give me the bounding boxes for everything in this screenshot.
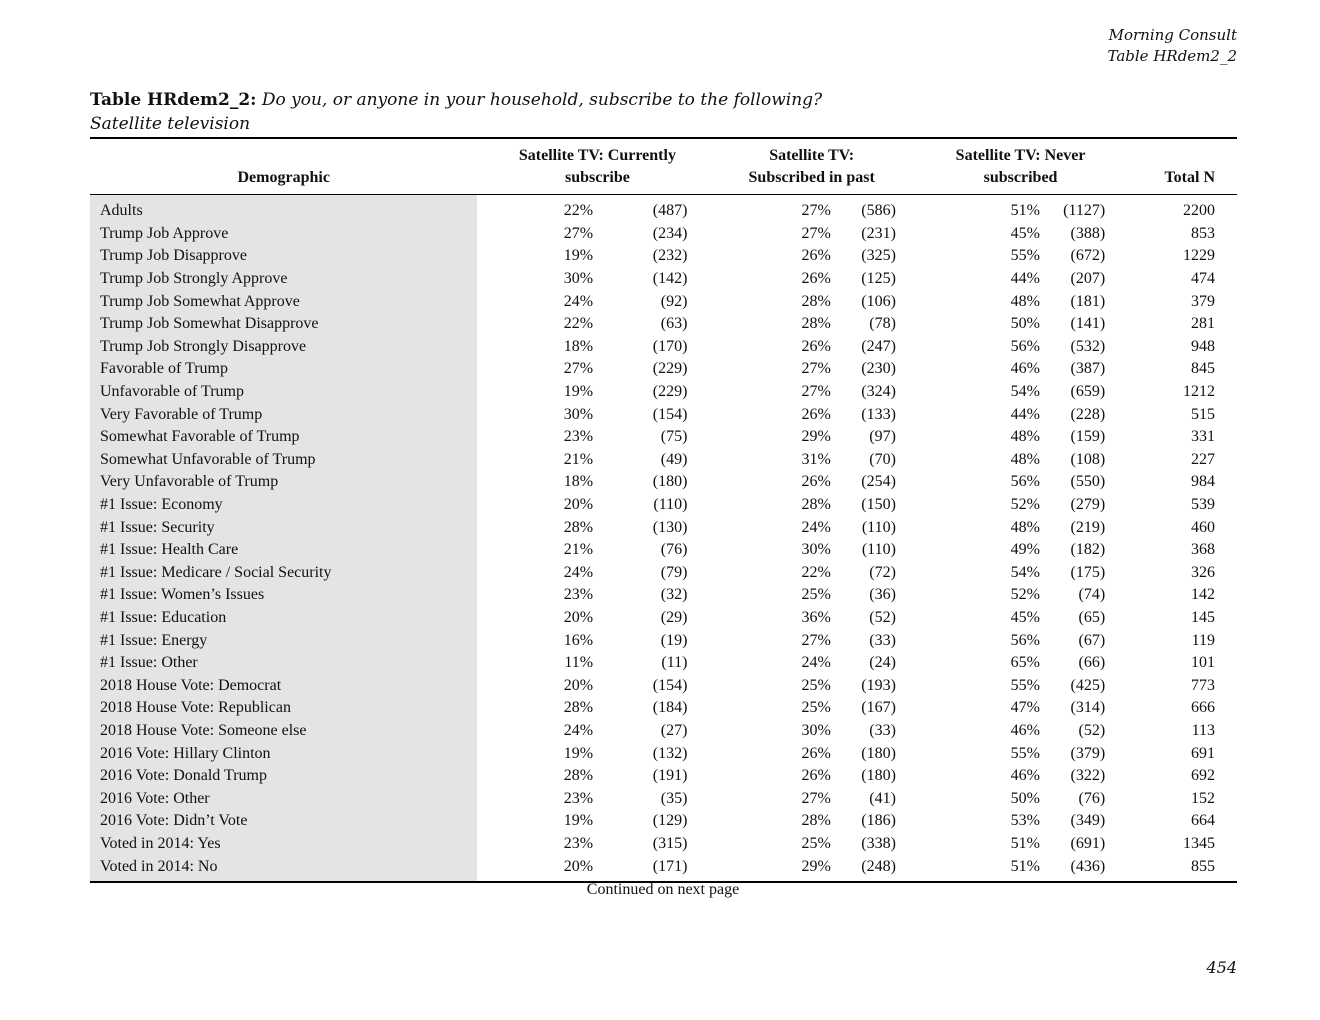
cell-currently-pct: 27%	[563, 360, 594, 378]
cell-currently-n: (76)	[660, 541, 688, 559]
cell-past-n: (33)	[869, 631, 896, 649]
cell-never-n: (74)	[1078, 586, 1106, 604]
cell-currently-pct: 11%	[564, 654, 594, 672]
cell-currently-n: (487)	[652, 202, 688, 220]
cell-never-pct: 55%	[1010, 247, 1040, 265]
row-demographic: Voted in 2014: Yes	[90, 833, 477, 856]
page-number: 454	[1206, 958, 1237, 977]
cell-total-n: 119	[1191, 631, 1215, 649]
row-demographic: #1 Issue: Medicare / Social Security	[90, 562, 477, 585]
cell-never-n: (349)	[1070, 812, 1106, 830]
table-row	[90, 787, 1237, 810]
cell-past-n: (33)	[869, 721, 896, 739]
table-label: Table HRdem2_2:	[90, 90, 257, 110]
cell-past-pct: 26%	[801, 337, 831, 355]
row-demographic: Trump Job Strongly Disapprove	[90, 336, 477, 359]
cell-never-pct: 56%	[1010, 473, 1040, 491]
cell-past-pct: 30%	[801, 541, 831, 559]
cell-past-pct: 27%	[801, 202, 831, 220]
cell-currently-n: (234)	[652, 224, 688, 242]
cell-past-n: (247)	[861, 337, 896, 355]
cell-currently-pct: 22%	[563, 202, 594, 220]
cell-never-pct: 51%	[1010, 834, 1040, 852]
cell-total-n: 692	[1191, 767, 1215, 785]
cell-never-pct: 51%	[1010, 202, 1040, 220]
cell-total-n: 227	[1191, 450, 1215, 468]
cell-currently-pct: 30%	[563, 405, 594, 423]
cell-total-n: 101	[1191, 654, 1215, 672]
cell-never-n: (672)	[1070, 247, 1106, 265]
col-header-currently: Satellite TV: Currently subscribe	[477, 138, 687, 195]
cell-currently-n: (170)	[652, 337, 688, 355]
cell-past-n: (254)	[861, 473, 896, 491]
cell-total-n: 515	[1191, 405, 1215, 423]
cell-never-pct: 53%	[1010, 812, 1040, 830]
cell-never-n: (550)	[1070, 473, 1106, 491]
cell-currently-pct: 19%	[563, 744, 594, 762]
cell-past-n: (248)	[831, 855, 896, 882]
cell-past-pct: 27%	[801, 383, 831, 401]
cell-currently-n: (92)	[660, 292, 688, 310]
cell-currently-n: (11)	[661, 654, 688, 672]
cell-total-n: 281	[1191, 315, 1215, 333]
row-demographic: 2018 House Vote: Democrat	[90, 674, 477, 697]
row-demographic: Adults	[90, 195, 477, 223]
cell-currently-pct: 20%	[477, 855, 593, 882]
cell-past-n: (36)	[869, 586, 896, 604]
table-row	[90, 313, 1237, 336]
row-demographic: Unfavorable of Trump	[90, 381, 477, 404]
cell-currently-pct: 18%	[563, 473, 594, 491]
cell-past-pct: 25%	[801, 676, 831, 694]
cell-currently-n: (191)	[652, 767, 688, 785]
cell-past-pct: 24%	[801, 518, 831, 536]
cell-total-n: 142	[1191, 586, 1215, 604]
cell-currently-pct: 24%	[563, 563, 594, 581]
cell-total-n: 460	[1191, 518, 1215, 536]
cell-currently-n: (132)	[652, 744, 688, 762]
table-row	[90, 742, 1237, 765]
row-demographic: 2016 Vote: Didn’t Vote	[90, 810, 477, 833]
cell-never-n: (108)	[1070, 450, 1106, 468]
cell-currently-pct: 19%	[563, 383, 594, 401]
cell-total-n: 666	[1191, 699, 1215, 717]
cell-total-n: 2200	[1183, 202, 1215, 220]
cell-currently-n: (110)	[653, 496, 688, 514]
cell-past-pct: 29%	[801, 428, 831, 446]
cell-never-n: (532)	[1070, 337, 1106, 355]
cell-currently-pct: 21%	[563, 541, 594, 559]
cell-currently-pct: 16%	[563, 631, 594, 649]
cell-past-pct: 25%	[801, 699, 831, 717]
row-demographic: Trump Job Approve	[90, 223, 477, 246]
cell-never-n: (66)	[1078, 654, 1106, 672]
cell-currently-n: (229)	[652, 383, 688, 401]
cell-never-n: (436)	[1040, 855, 1105, 882]
cell-past-pct: 26%	[801, 247, 831, 265]
table-row	[90, 245, 1237, 268]
cell-past-pct: 29%	[687, 855, 830, 882]
cell-past-pct: 22%	[801, 563, 831, 581]
cell-currently-pct: 23%	[563, 428, 594, 446]
cell-never-pct: 44%	[1010, 270, 1040, 288]
cell-never-pct: 52%	[1010, 586, 1040, 604]
cell-past-pct: 27%	[801, 631, 831, 649]
row-demographic: Somewhat Favorable of Trump	[90, 426, 477, 449]
table-row	[90, 426, 1237, 449]
row-demographic: Very Favorable of Trump	[90, 403, 477, 426]
cell-past-pct: 26%	[801, 405, 831, 423]
table-row	[90, 607, 1237, 630]
cell-past-pct: 28%	[801, 315, 831, 333]
cell-past-pct: 24%	[801, 654, 831, 672]
row-demographic: 2016 Vote: Donald Trump	[90, 765, 477, 788]
table-row	[90, 674, 1237, 697]
cell-past-n: (180)	[861, 767, 896, 785]
cell-currently-n: (315)	[652, 834, 688, 852]
cell-past-n: (338)	[861, 834, 896, 852]
col-header-never: Satellite TV: Never subscribed	[896, 138, 1105, 195]
cell-currently-n: (63)	[660, 315, 688, 333]
cell-past-n: (110)	[861, 541, 896, 559]
row-demographic: Voted in 2014: No	[90, 855, 477, 882]
cell-currently-pct: 24%	[563, 292, 594, 310]
cell-total-n: 113	[1191, 721, 1215, 739]
table-body	[90, 195, 1237, 882]
table-row	[90, 652, 1237, 675]
cell-never-n: (175)	[1070, 563, 1106, 581]
cell-past-n: (72)	[869, 563, 896, 581]
cell-past-n: (78)	[869, 315, 896, 333]
cell-total-n: 331	[1191, 428, 1215, 446]
cell-past-n: (70)	[869, 450, 896, 468]
cell-past-n: (106)	[861, 292, 896, 310]
cell-never-pct: 45%	[1010, 224, 1040, 242]
row-demographic: Somewhat Unfavorable of Trump	[90, 449, 477, 472]
cell-currently-n: (29)	[660, 608, 688, 626]
cell-never-n: (182)	[1070, 541, 1106, 559]
cell-never-n: (279)	[1070, 496, 1106, 514]
cell-past-pct: 28%	[801, 496, 831, 514]
cell-currently-pct: 23%	[563, 834, 594, 852]
cell-never-pct: 47%	[1010, 699, 1040, 717]
table-row	[90, 403, 1237, 426]
row-demographic: #1 Issue: Women’s Issues	[90, 584, 477, 607]
row-demographic: Trump Job Somewhat Approve	[90, 290, 477, 313]
cell-past-n: (325)	[861, 247, 896, 265]
cell-currently-n: (171)	[593, 855, 687, 882]
continued-note: Continued on next page	[586, 881, 740, 898]
cell-total-n: 984	[1191, 473, 1215, 491]
cell-never-n: (141)	[1070, 315, 1106, 333]
cell-past-pct: 26%	[801, 473, 831, 491]
cell-never-pct: 46%	[1010, 767, 1040, 785]
cell-total-n: 368	[1191, 541, 1215, 559]
cell-never-n: (76)	[1078, 789, 1106, 807]
cell-currently-pct: 20%	[563, 608, 594, 626]
cell-never-pct: 54%	[1010, 563, 1040, 581]
table-row	[90, 562, 1237, 585]
cell-never-pct: 48%	[1010, 292, 1040, 310]
row-demographic: Trump Job Strongly Approve	[90, 268, 477, 291]
cell-past-n: (186)	[861, 812, 896, 830]
cell-past-pct: 36%	[801, 608, 831, 626]
cell-never-pct: 46%	[1010, 721, 1040, 739]
cell-currently-pct: 19%	[563, 812, 594, 830]
row-demographic: 2016 Vote: Hillary Clinton	[90, 742, 477, 765]
cell-never-n: (159)	[1070, 428, 1106, 446]
cell-past-n: (24)	[869, 654, 896, 672]
table-subtitle: Satellite television	[90, 114, 251, 134]
cell-never-n: (207)	[1070, 270, 1106, 288]
cell-past-n: (52)	[869, 608, 896, 626]
cell-past-n: (193)	[861, 676, 896, 694]
row-demographic: #1 Issue: Economy	[90, 494, 477, 517]
cell-past-n: (125)	[861, 270, 896, 288]
cell-never-pct: 48%	[1010, 428, 1040, 446]
row-demographic: #1 Issue: Health Care	[90, 539, 477, 562]
cell-total-n: 474	[1191, 270, 1215, 288]
cell-currently-n: (154)	[652, 405, 688, 423]
col-header-past: Satellite TV: Subscribed in past	[687, 138, 895, 195]
cell-total-n: 1212	[1183, 383, 1215, 401]
cell-never-pct: 55%	[1010, 676, 1040, 694]
table-row	[90, 765, 1237, 788]
cell-currently-pct: 28%	[563, 518, 594, 536]
cell-past-n: (41)	[869, 789, 896, 807]
cell-never-pct: 48%	[1010, 518, 1040, 536]
table-row	[90, 358, 1237, 381]
cell-never-n: (388)	[1070, 224, 1106, 242]
table-row	[90, 720, 1237, 743]
cell-past-pct: 27%	[801, 789, 831, 807]
table-row	[90, 268, 1237, 291]
org-name: Morning Consult	[1108, 26, 1237, 44]
cell-past-n: (97)	[869, 428, 896, 446]
cell-past-n: (324)	[861, 383, 896, 401]
cell-currently-n: (35)	[660, 789, 688, 807]
cell-past-n: (167)	[861, 699, 896, 717]
cell-never-pct: 51%	[896, 855, 1040, 882]
cell-past-n: (586)	[861, 202, 896, 220]
cell-never-n: (181)	[1070, 292, 1106, 310]
cell-past-pct: 28%	[801, 812, 831, 830]
cell-never-pct: 48%	[1010, 450, 1040, 468]
table-row	[90, 810, 1237, 833]
cell-currently-n: (229)	[652, 360, 688, 378]
cell-never-n: (52)	[1078, 721, 1106, 739]
cell-total-n: 691	[1191, 744, 1215, 762]
cell-currently-pct: 20%	[563, 496, 594, 514]
row-demographic: Very Unfavorable of Trump	[90, 471, 477, 494]
header-table-id: Table HRdem2_2	[1107, 47, 1237, 65]
cell-currently-pct: 23%	[563, 789, 594, 807]
cell-past-n: (230)	[861, 360, 896, 378]
cell-never-pct: 50%	[1010, 789, 1040, 807]
table-row	[90, 195, 1237, 223]
cell-never-n: (65)	[1078, 608, 1106, 626]
cell-never-pct: 46%	[1010, 360, 1040, 378]
cell-currently-n: (19)	[660, 631, 688, 649]
cell-total-n: 326	[1191, 563, 1215, 581]
table-row	[90, 855, 1237, 882]
table-row	[90, 629, 1237, 652]
cell-currently-n: (75)	[660, 428, 688, 446]
cell-never-n: (67)	[1078, 631, 1106, 649]
crosstab-table	[90, 137, 1237, 883]
row-demographic: 2016 Vote: Other	[90, 787, 477, 810]
cell-never-n: (314)	[1070, 699, 1106, 717]
col-header-total: Total N	[1105, 138, 1237, 195]
cell-past-n: (150)	[861, 496, 896, 514]
cell-total-n: 379	[1191, 292, 1215, 310]
cell-past-pct: 26%	[801, 744, 831, 762]
cell-currently-n: (49)	[660, 450, 688, 468]
cell-past-pct: 30%	[801, 721, 831, 739]
row-demographic: #1 Issue: Education	[90, 607, 477, 630]
table-title	[90, 88, 822, 136]
cell-currently-n: (184)	[652, 699, 688, 717]
table-row	[90, 539, 1237, 562]
cell-never-pct: 54%	[1010, 383, 1040, 401]
cell-currently-n: (32)	[660, 586, 688, 604]
cell-currently-pct: 23%	[563, 586, 594, 604]
cell-never-n: (387)	[1070, 360, 1106, 378]
cell-currently-n: (27)	[660, 721, 688, 739]
cell-total-n: 845	[1191, 360, 1215, 378]
cell-currently-pct: 21%	[563, 450, 594, 468]
cell-past-pct: 25%	[801, 834, 831, 852]
table-row	[90, 516, 1237, 539]
cell-total-n: 152	[1191, 789, 1215, 807]
header-row	[90, 138, 1237, 195]
table-row	[90, 833, 1237, 856]
cell-currently-n: (180)	[652, 473, 688, 491]
cell-never-pct: 49%	[1010, 541, 1040, 559]
cell-past-pct: 31%	[801, 450, 831, 468]
cell-past-n: (180)	[861, 744, 896, 762]
table-row	[90, 494, 1237, 517]
cell-past-pct: 28%	[801, 292, 831, 310]
cell-currently-n: (232)	[652, 247, 688, 265]
cell-past-n: (231)	[861, 224, 896, 242]
cell-past-pct: 27%	[801, 224, 831, 242]
row-demographic: #1 Issue: Other	[90, 652, 477, 675]
cell-never-n: (228)	[1070, 405, 1106, 423]
cell-past-pct: 26%	[801, 767, 831, 785]
cell-past-pct: 25%	[801, 586, 831, 604]
cell-currently-pct: 24%	[563, 721, 594, 739]
cell-never-pct: 56%	[1010, 337, 1040, 355]
table-row	[90, 381, 1237, 404]
row-demographic: Trump Job Disapprove	[90, 245, 477, 268]
row-demographic: #1 Issue: Security	[90, 516, 477, 539]
cell-currently-pct: 20%	[563, 676, 594, 694]
cell-total-n: 948	[1191, 337, 1215, 355]
cell-total-n: 1345	[1183, 834, 1215, 852]
cell-currently-n: (130)	[652, 518, 688, 536]
cell-never-pct: 45%	[1010, 608, 1040, 626]
cell-past-pct: 27%	[801, 360, 831, 378]
row-demographic: Trump Job Somewhat Disapprove	[90, 313, 477, 336]
cell-past-pct: 26%	[801, 270, 831, 288]
row-demographic: #1 Issue: Energy	[90, 629, 477, 652]
cell-never-n: (659)	[1070, 383, 1106, 401]
cell-total-n: 539	[1191, 496, 1215, 514]
table-row	[90, 471, 1237, 494]
cell-currently-n: (154)	[652, 676, 688, 694]
cell-currently-pct: 28%	[563, 767, 594, 785]
cell-past-n: (110)	[861, 518, 896, 536]
cell-past-n: (133)	[861, 405, 896, 423]
cell-never-pct: 65%	[1010, 654, 1040, 672]
cell-currently-pct: 19%	[563, 247, 594, 265]
table-row	[90, 449, 1237, 472]
table-row	[90, 697, 1237, 720]
cell-never-pct: 52%	[1010, 496, 1040, 514]
cell-currently-n: (129)	[652, 812, 688, 830]
running-header	[1108, 25, 1238, 67]
row-demographic: 2018 House Vote: Republican	[90, 697, 477, 720]
cell-never-pct: 44%	[1010, 405, 1040, 423]
cell-never-pct: 56%	[1010, 631, 1040, 649]
cell-never-pct: 50%	[1010, 315, 1040, 333]
cell-total-n: 853	[1191, 224, 1215, 242]
cell-currently-n: (79)	[660, 563, 688, 581]
cell-currently-pct: 30%	[563, 270, 594, 288]
cell-currently-pct: 22%	[563, 315, 594, 333]
cell-total-n: 855	[1105, 855, 1237, 882]
row-demographic: 2018 House Vote: Someone else	[90, 720, 477, 743]
cell-currently-pct: 28%	[563, 699, 594, 717]
cell-total-n: 145	[1191, 608, 1215, 626]
cell-never-n: (219)	[1070, 518, 1106, 536]
table-row	[90, 290, 1237, 313]
cell-total-n: 664	[1191, 812, 1215, 830]
cell-never-n: (379)	[1070, 744, 1106, 762]
cell-never-n: (1127)	[1063, 202, 1106, 220]
cell-never-n: (425)	[1070, 676, 1106, 694]
table-row	[90, 336, 1237, 359]
table-row	[90, 584, 1237, 607]
table-row	[90, 223, 1237, 246]
col-header-demographic: Demographic	[90, 138, 477, 195]
cell-never-pct: 55%	[1010, 744, 1040, 762]
cell-total-n: 773	[1191, 676, 1215, 694]
row-demographic: Favorable of Trump	[90, 358, 477, 381]
cell-currently-pct: 27%	[563, 224, 594, 242]
cell-never-n: (322)	[1070, 767, 1106, 785]
cell-total-n: 1229	[1183, 247, 1215, 265]
table-question: Do you, or anyone in your household, subscribe to the following?	[261, 90, 823, 110]
cell-never-n: (691)	[1070, 834, 1106, 852]
cell-currently-n: (142)	[652, 270, 688, 288]
cell-currently-pct: 18%	[563, 337, 594, 355]
